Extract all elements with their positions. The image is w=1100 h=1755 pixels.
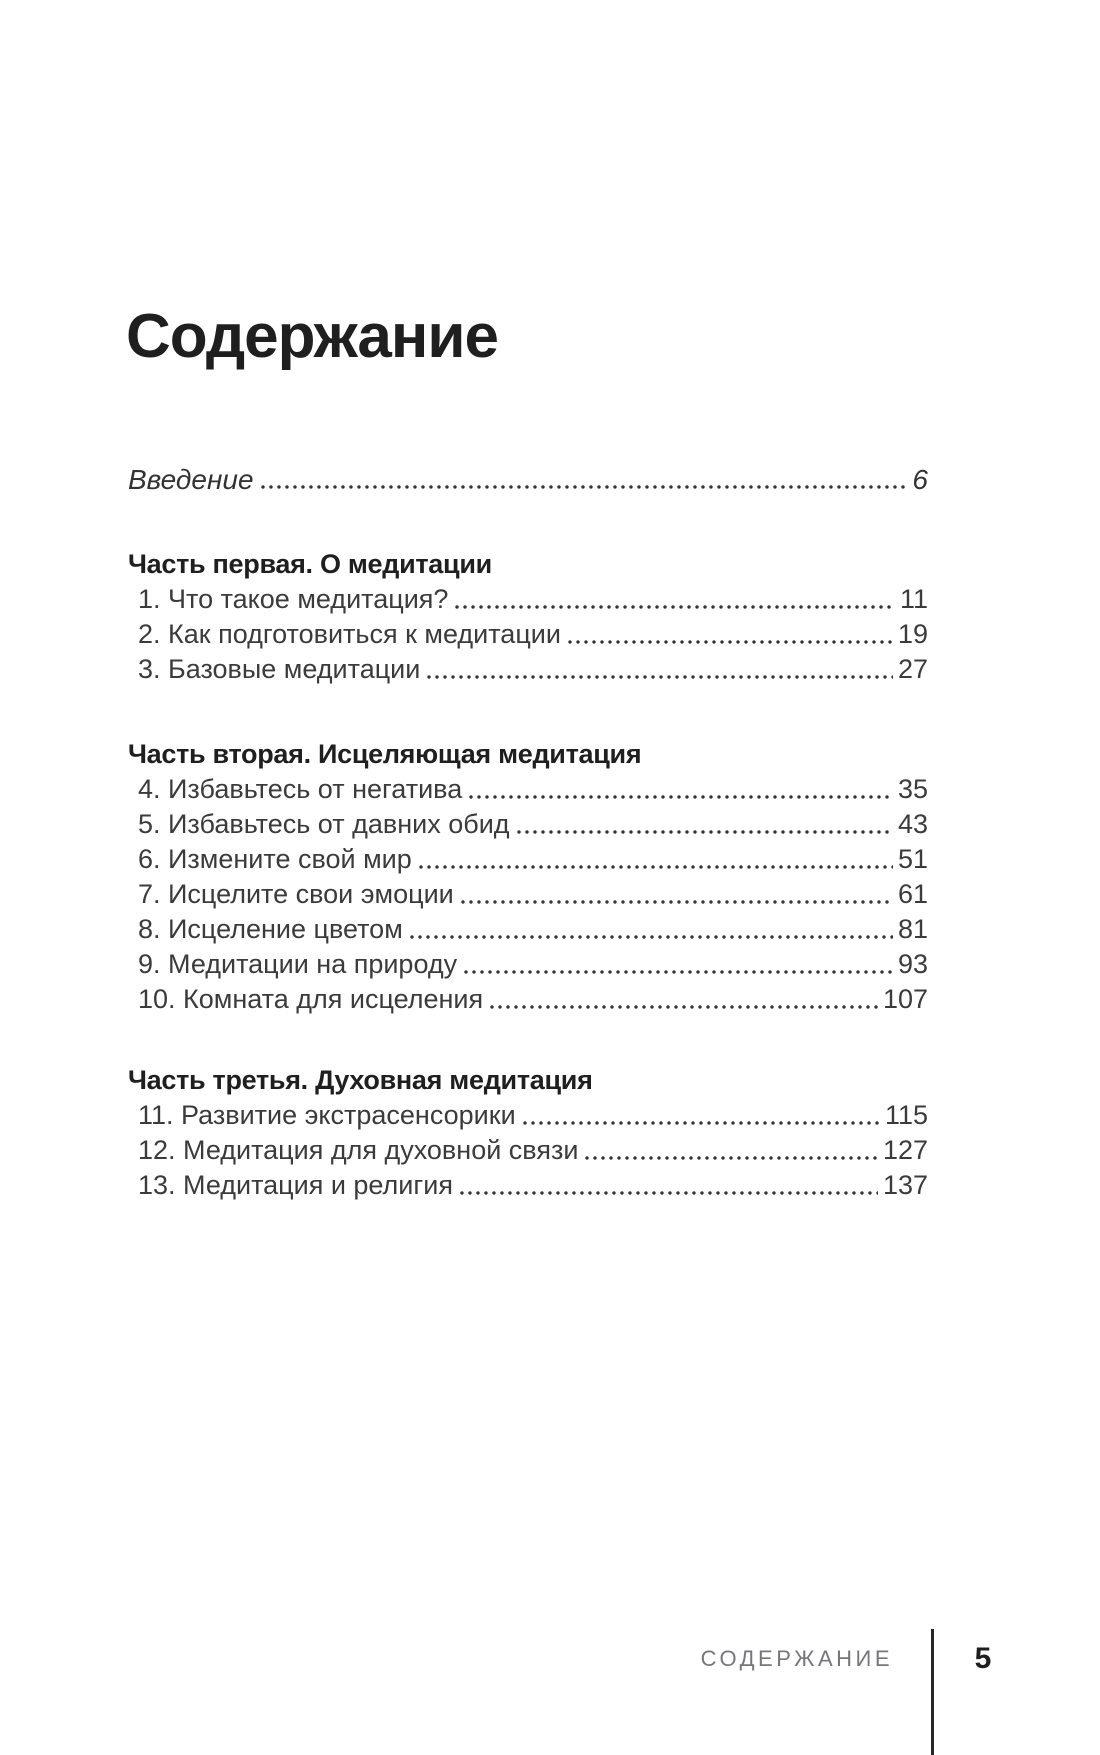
dot-leader [469,795,893,799]
toc-entry-label: 6. Измените свой мир [138,844,412,874]
footer-section-label: СОДЕРЖАНИЕ [700,1646,893,1671]
toc-entry-page-number: 51 [897,844,928,874]
toc-entry [128,652,928,687]
toc-entry-page-number: 43 [897,809,928,839]
toc-section-part-one [128,547,928,687]
toc-entry [128,877,928,912]
toc-entry-label: 7. Исцелите свои эмоции [138,879,454,909]
page-title: Содержание [126,302,498,371]
toc-entry-label: 1. Что такое медитация? [138,584,449,614]
toc-entry-label: 12. Медитация для духовной связи [138,1135,579,1165]
toc-entry-page-number: 35 [897,774,928,804]
dot-leader [523,1121,880,1125]
dot-leader [460,1191,878,1195]
toc-entry-page-number: 137 [882,1170,928,1200]
toc-entry-page-number: 19 [897,619,928,649]
toc-entry [128,842,928,877]
toc-entry-page-number: 11 [899,584,928,614]
toc-entry-page-number: 61 [897,879,928,909]
toc-entry-page-number: 107 [882,984,928,1014]
toc-intro-page-number: 6 [912,464,928,495]
toc-entry-label: 2. Как подготовиться к медитации [138,619,561,649]
toc-entry-label: 10. Комната для исцеления [138,984,484,1014]
dot-leader [410,935,893,939]
section-heading: Часть третья. Духовная медитация [128,1065,593,1095]
footer-page-number: 5 [974,1642,992,1675]
toc-entry-label: 4. Избавьтесь от негатива [138,774,463,804]
toc-page-content [128,0,928,1203]
toc-entry [128,912,928,947]
toc-section-part-three [128,1063,928,1203]
dot-leader [568,640,893,644]
toc-entry [128,1133,928,1168]
toc-intro-label: Введение [128,464,254,495]
footer-divider [931,1629,934,1755]
toc-entry-label: 5. Избавьтесь от давних обид [138,809,510,839]
toc-entry-label: 11. Развитие экстрасенсорики [138,1100,516,1130]
toc-entry [128,1168,928,1203]
page-footer [0,1629,1100,1755]
dot-leader [261,485,908,489]
toc-entry [128,772,928,807]
dot-leader [464,970,893,974]
dot-leader [461,900,893,904]
toc-entry-page-number: 81 [897,914,928,944]
toc-entry [128,617,928,652]
toc-entry-label: 13. Медитация и религия [138,1170,453,1200]
toc-entry [128,982,928,1017]
dot-leader [517,830,893,834]
dot-leader [455,605,895,609]
toc-entry-label: 9. Медитации на природу [138,949,458,979]
toc-entry [128,947,928,982]
toc-entry [128,1098,928,1133]
dot-leader [585,1156,878,1160]
section-heading: Часть вторая. Исцеляющая медитация [128,739,642,769]
toc-entry-page-number: 115 [884,1100,928,1130]
section-heading: Часть первая. О медитации [128,549,492,579]
dot-leader [419,865,893,869]
toc-section-part-two [128,737,928,1017]
toc-intro-row [128,463,928,497]
toc-entry [128,582,928,617]
dot-leader [427,675,893,679]
toc-entry-page-number: 127 [882,1135,928,1165]
toc-entry-page-number: 27 [897,654,928,684]
dot-leader [490,1005,878,1009]
toc-entry [128,807,928,842]
toc-entry-label: 3. Базовые медитации [138,654,421,684]
toc-entry-label: 8. Исцеление цветом [138,914,403,944]
toc-entry-page-number: 93 [897,949,928,979]
